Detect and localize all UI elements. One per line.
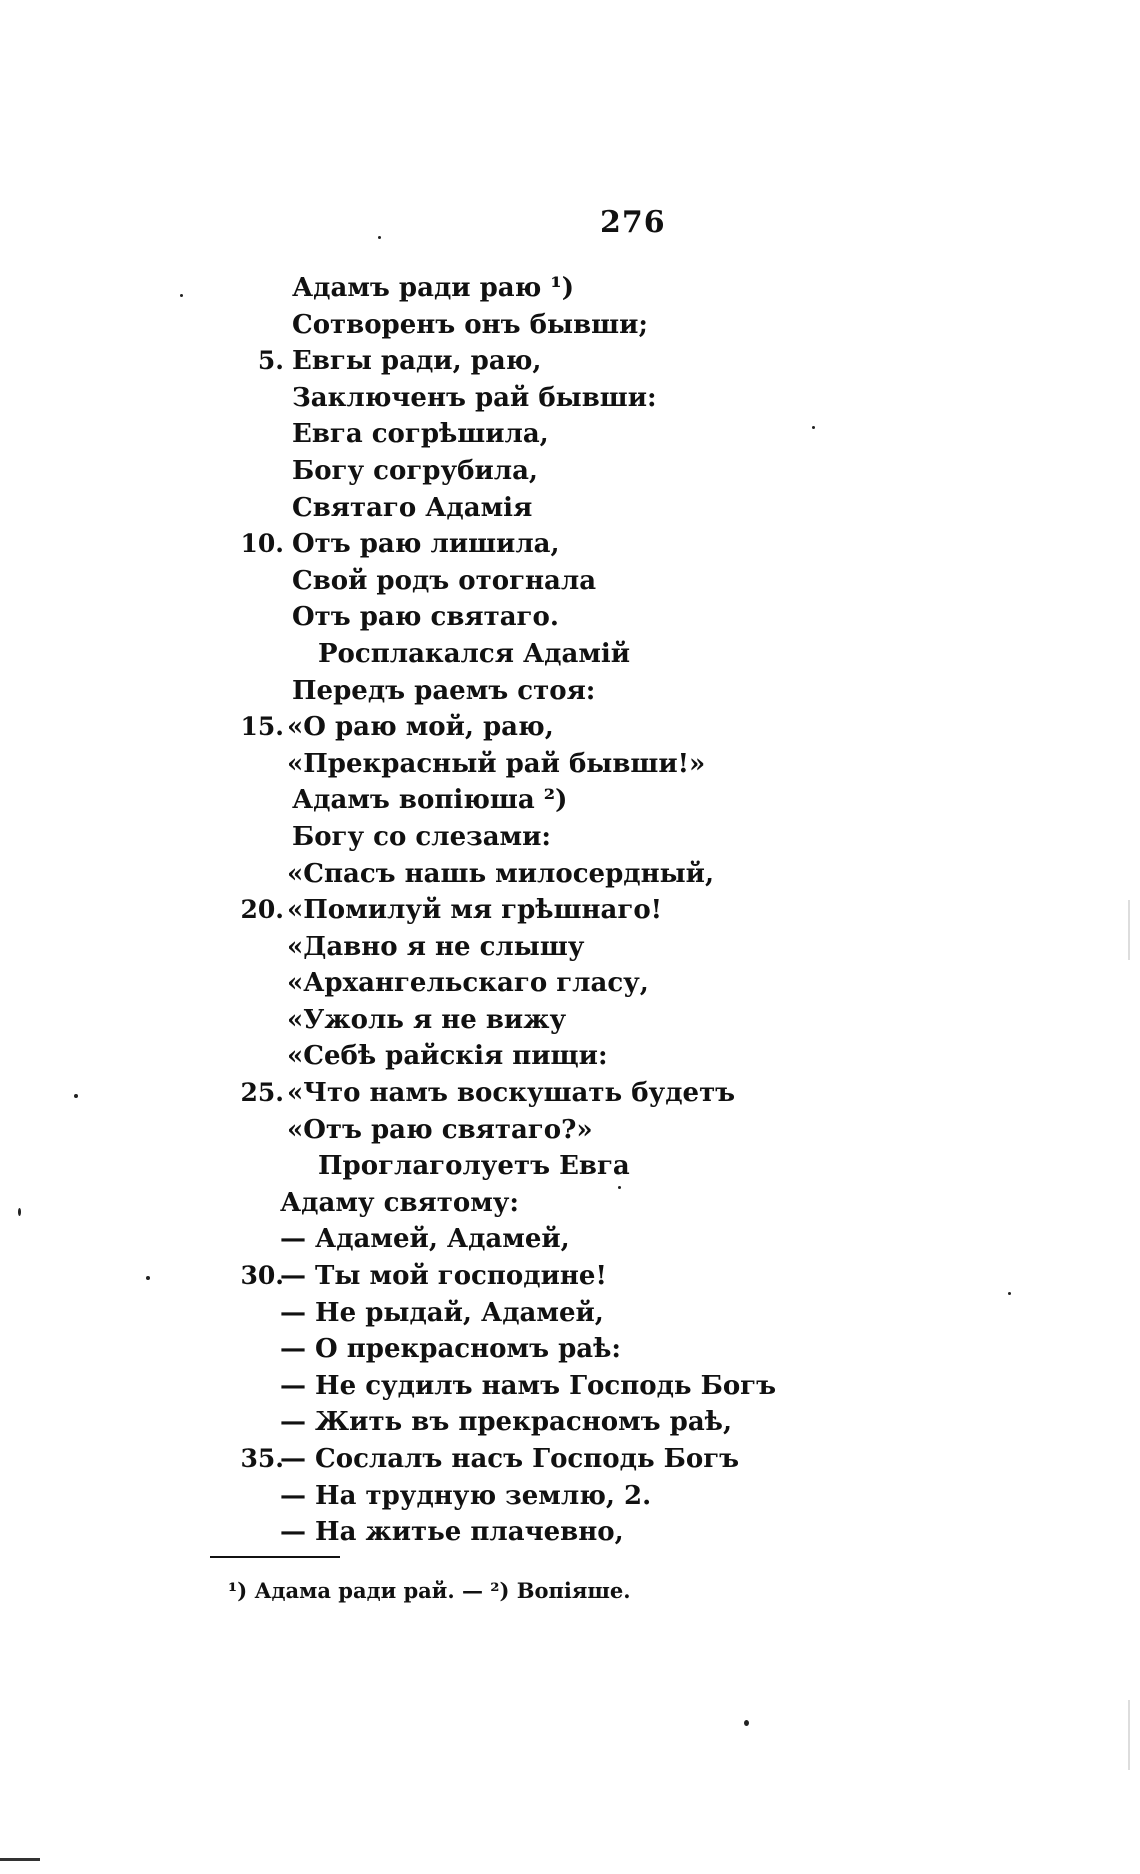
verse-line-text: Проглаголуетъ Евга xyxy=(318,1151,630,1182)
scan-speck xyxy=(74,1094,78,1098)
verse-line-text: Евгы ради, раю, xyxy=(292,346,542,377)
scan-speck xyxy=(1008,1292,1011,1295)
verse-line xyxy=(0,1148,1140,1185)
verse-block xyxy=(0,270,1140,1551)
verse-line xyxy=(0,307,1140,344)
verse-line-text: «Себѣ райскія пищи: xyxy=(287,1041,608,1072)
verse-line-text: Свой родъ отогнала xyxy=(292,565,597,596)
verse-line xyxy=(0,892,1140,929)
verse-line-text: Передъ раемъ стоя: xyxy=(292,675,596,706)
verse-line-text: Росплакался Адамій xyxy=(318,638,631,669)
verse-line xyxy=(0,270,1140,307)
verse-line-text: Святаго Адамія xyxy=(292,492,533,523)
verse-line xyxy=(0,1185,1140,1222)
verse-line xyxy=(0,1441,1140,1478)
verse-line-text: «Отъ раю святаго?» xyxy=(287,1114,593,1145)
verse-line xyxy=(0,782,1140,819)
verse-line-number: 35. xyxy=(240,1444,284,1473)
verse-line xyxy=(0,1112,1140,1149)
verse-line xyxy=(0,636,1140,673)
verse-line xyxy=(0,819,1140,856)
verse-line-text: — Не рыдай, Адамей, xyxy=(280,1297,604,1328)
verse-line xyxy=(0,965,1140,1002)
verse-line xyxy=(0,380,1140,417)
verse-line-text: Богу со слезами: xyxy=(292,821,552,852)
verse-line-text: — На трудную землю, 2. xyxy=(280,1480,652,1511)
verse-line-text: «Спасъ нашь милосердный, xyxy=(287,858,715,889)
verse-line xyxy=(0,1002,1140,1039)
verse-line xyxy=(0,563,1140,600)
verse-line-text: Сотворенъ онъ бывши; xyxy=(292,309,648,340)
verse-line xyxy=(0,1404,1140,1441)
scan-edge-mark xyxy=(0,1858,40,1861)
verse-line xyxy=(0,1368,1140,1405)
verse-line-number: 10. xyxy=(240,529,284,559)
verse-line xyxy=(0,1221,1140,1258)
verse-line-text: — Не судилъ намъ Господь Богъ xyxy=(280,1370,777,1401)
verse-line xyxy=(0,1258,1140,1295)
verse-line xyxy=(0,1478,1140,1515)
verse-line-text: Отъ раю святаго. xyxy=(292,602,559,633)
scan-edge-mark xyxy=(1128,900,1130,960)
verse-line-text: — Ты мой господине! xyxy=(280,1261,607,1292)
footnote: ¹) Адама ради рай. — ²) Вопіяше. xyxy=(228,1578,631,1603)
verse-line-text: Евга согрѣшила, xyxy=(292,419,549,450)
verse-line xyxy=(0,1295,1140,1332)
verse-line-text: — Жить въ прекрасномъ раѣ, xyxy=(280,1407,733,1438)
verse-line-text: Отъ раю лишила, xyxy=(292,529,560,560)
verse-line-text: «Что намъ воскушать будетъ xyxy=(287,1078,736,1109)
verse-line-text: «Прекрасный рай бывши!» xyxy=(287,748,706,779)
scan-speck xyxy=(618,1186,621,1189)
verse-line-text: — Сослалъ насъ Господь Богъ xyxy=(280,1444,740,1474)
verse-line-number: 30. xyxy=(240,1261,284,1291)
verse-line xyxy=(0,746,1140,783)
verse-line-text: — О прекрасномъ раѣ: xyxy=(280,1334,621,1365)
verse-line-text: — На житье плачевно, xyxy=(280,1517,624,1548)
verse-line-number: 25. xyxy=(240,1078,284,1108)
scan-edge-mark xyxy=(1128,1700,1130,1770)
scan-speck xyxy=(18,1208,21,1216)
verse-line xyxy=(0,673,1140,710)
verse-line xyxy=(0,526,1140,563)
verse-line xyxy=(0,1038,1140,1075)
verse-line-text: — Адамей, Адамей, xyxy=(280,1224,570,1255)
verse-line-text: Адаму святому: xyxy=(280,1187,520,1218)
verse-line-text: «Давно я не слышу xyxy=(287,931,585,962)
scan-speck xyxy=(744,1720,749,1726)
verse-line xyxy=(0,453,1140,490)
verse-line-text: «Ужоль я не вижу xyxy=(287,1004,567,1035)
verse-line xyxy=(0,856,1140,893)
verse-line-text: Адамъ ради раю ¹) xyxy=(292,273,575,303)
verse-line xyxy=(0,1331,1140,1368)
verse-line-number: 20. xyxy=(240,895,284,925)
verse-line xyxy=(0,1075,1140,1112)
verse-line-number: 15. xyxy=(240,712,284,742)
scan-speck xyxy=(146,1276,150,1280)
scan-speck xyxy=(378,236,381,239)
verse-line-text: Заключенъ рай бывши: xyxy=(292,382,657,413)
verse-line-text: Адамъ вопіюша ²) xyxy=(292,785,568,816)
scan-speck xyxy=(180,294,183,297)
scan-speck xyxy=(812,426,815,429)
verse-line xyxy=(0,599,1140,636)
footnote-rule xyxy=(210,1556,340,1558)
verse-line xyxy=(0,343,1140,380)
verse-line-text: «Архангельскаго гласу, xyxy=(287,968,649,999)
verse-line xyxy=(0,709,1140,746)
verse-line-text: Богу согрубила, xyxy=(292,455,538,486)
verse-line-text: «О раю мой, раю, xyxy=(287,712,554,743)
verse-line xyxy=(0,929,1140,966)
verse-line-number: 5. xyxy=(257,346,284,376)
verse-line xyxy=(0,1514,1140,1551)
verse-line xyxy=(0,416,1140,453)
verse-line xyxy=(0,490,1140,527)
page-number: 276 xyxy=(600,205,666,240)
verse-line-text: «Помилуй мя грѣшнаго! xyxy=(287,895,663,926)
